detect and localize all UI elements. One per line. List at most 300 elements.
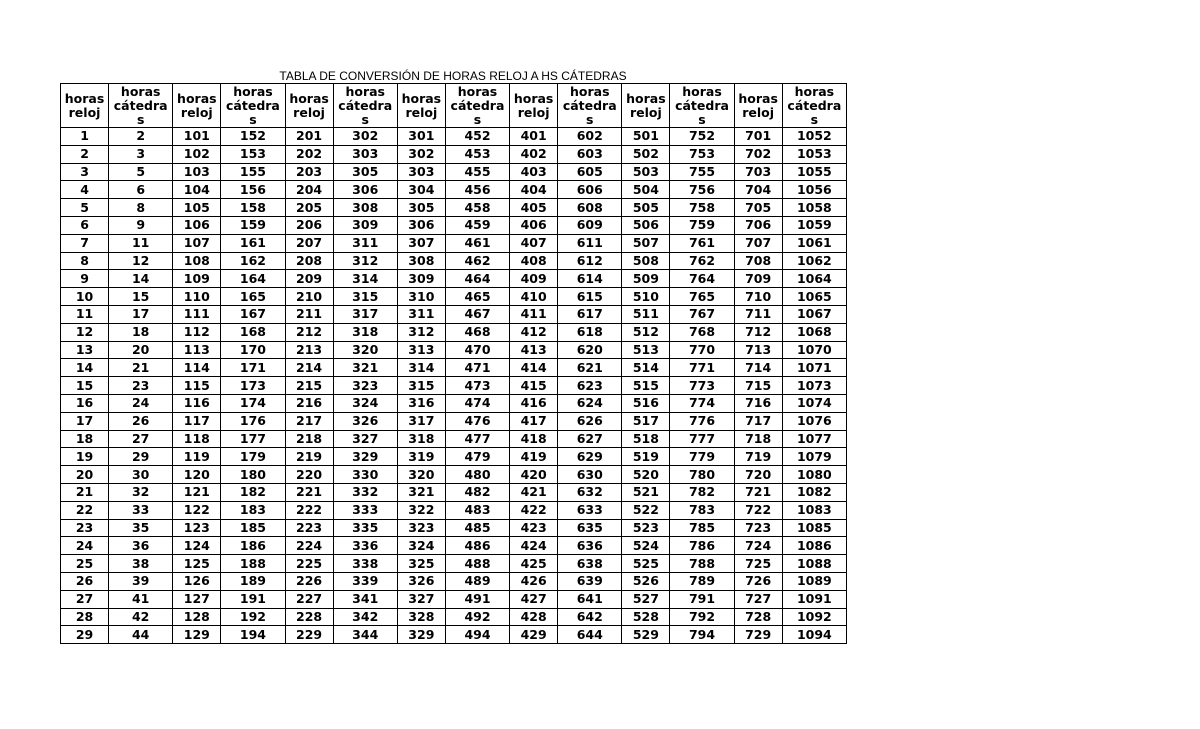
table-row — [61, 519, 847, 537]
cell-horas-catedras: 330 — [333, 466, 397, 484]
cell-horas-catedras: 5 — [109, 163, 173, 181]
table-row — [61, 572, 847, 590]
column-header-text: s — [810, 111, 819, 127]
cell-horas-reloj: 521 — [622, 483, 670, 501]
cell-horas-reloj: 5 — [61, 199, 109, 217]
cell-horas-catedras: 759 — [670, 216, 734, 234]
cell-horas-catedras: 318 — [333, 323, 397, 341]
cell-horas-reloj: 529 — [622, 626, 670, 644]
column-header-text: reloj — [180, 104, 213, 120]
column-header-text: reloj — [405, 104, 438, 120]
cell-horas-reloj: 519 — [622, 448, 670, 466]
cell-horas-reloj: 503 — [622, 163, 670, 181]
cell-horas-catedras: 758 — [670, 199, 734, 217]
cell-horas-catedras: 627 — [558, 430, 622, 448]
cell-horas-catedras: 3 — [109, 145, 173, 163]
column-header-text: horas — [345, 83, 385, 99]
cell-horas-reloj: 313 — [397, 341, 445, 359]
column-header-horas-reloj — [285, 84, 333, 128]
cell-horas-catedras: 1068 — [782, 323, 846, 341]
cell-horas-reloj: 11 — [61, 305, 109, 323]
cell-horas-reloj: 211 — [285, 305, 333, 323]
cell-horas-catedras: 159 — [221, 216, 285, 234]
cell-horas-reloj: 224 — [285, 537, 333, 555]
cell-horas-catedras: 1065 — [782, 288, 846, 306]
cell-horas-reloj: 121 — [173, 483, 221, 501]
column-header-text: s — [473, 111, 482, 127]
table-row — [61, 163, 847, 181]
cell-horas-reloj: 504 — [622, 181, 670, 199]
cell-horas-catedras: 39 — [109, 572, 173, 590]
header-row — [61, 84, 847, 128]
cell-horas-catedras: 767 — [670, 305, 734, 323]
cell-horas-reloj: 729 — [734, 626, 782, 644]
cell-horas-reloj: 719 — [734, 448, 782, 466]
table-row — [61, 234, 847, 252]
cell-horas-reloj: 428 — [510, 608, 558, 626]
cell-horas-catedras: 12 — [109, 252, 173, 270]
cell-horas-catedras: 326 — [333, 412, 397, 430]
cell-horas-catedras: 609 — [558, 216, 622, 234]
cell-horas-reloj: 724 — [734, 537, 782, 555]
table-row — [61, 323, 847, 341]
cell-horas-reloj: 317 — [397, 412, 445, 430]
column-header-text: horas — [401, 90, 442, 106]
cell-horas-reloj: 709 — [734, 270, 782, 288]
column-header-text: cátedra — [787, 97, 842, 113]
cell-horas-catedras: 332 — [333, 483, 397, 501]
table-row — [61, 501, 847, 519]
table-row — [61, 128, 847, 146]
cell-horas-catedras: 456 — [445, 181, 509, 199]
cell-horas-reloj: 515 — [622, 377, 670, 395]
cell-horas-reloj: 201 — [285, 128, 333, 146]
column-header-text: horas — [513, 90, 554, 106]
cell-horas-catedras: 1085 — [782, 519, 846, 537]
column-header-text: horas — [626, 90, 666, 106]
cell-horas-catedras: 494 — [445, 626, 509, 644]
cell-horas-catedras: 1062 — [782, 252, 846, 270]
table-row — [61, 394, 847, 412]
cell-horas-reloj: 510 — [622, 288, 670, 306]
cell-horas-catedras: 1079 — [782, 448, 846, 466]
cell-horas-reloj: 501 — [622, 128, 670, 146]
cell-horas-reloj: 14 — [61, 359, 109, 377]
cell-horas-catedras: 179 — [221, 448, 285, 466]
cell-horas-catedras: 791 — [670, 590, 734, 608]
cell-horas-catedras: 1073 — [782, 377, 846, 395]
cell-horas-reloj: 213 — [285, 341, 333, 359]
cell-horas-reloj: 17 — [61, 412, 109, 430]
cell-horas-reloj: 405 — [510, 199, 558, 217]
cell-horas-reloj: 204 — [285, 181, 333, 199]
cell-horas-reloj: 229 — [285, 626, 333, 644]
cell-horas-reloj: 412 — [510, 323, 558, 341]
cell-horas-reloj: 409 — [510, 270, 558, 288]
table-row — [61, 270, 847, 288]
cell-horas-catedras: 1053 — [782, 145, 846, 163]
cell-horas-reloj: 418 — [510, 430, 558, 448]
cell-horas-catedras: 614 — [558, 270, 622, 288]
cell-horas-reloj: 309 — [397, 270, 445, 288]
cell-horas-reloj: 325 — [397, 555, 445, 573]
cell-horas-reloj: 125 — [173, 555, 221, 573]
cell-horas-reloj: 716 — [734, 394, 782, 412]
cell-horas-catedras: 15 — [109, 288, 173, 306]
cell-horas-catedras: 341 — [333, 590, 397, 608]
cell-horas-catedras: 761 — [670, 234, 734, 252]
cell-horas-catedras: 618 — [558, 323, 622, 341]
cell-horas-catedras: 467 — [445, 305, 509, 323]
cell-horas-catedras: 315 — [333, 288, 397, 306]
cell-horas-reloj: 219 — [285, 448, 333, 466]
cell-horas-catedras: 629 — [558, 448, 622, 466]
cell-horas-reloj: 203 — [285, 163, 333, 181]
cell-horas-catedras: 1086 — [782, 537, 846, 555]
cell-horas-reloj: 222 — [285, 501, 333, 519]
cell-horas-catedras: 164 — [221, 270, 285, 288]
cell-horas-reloj: 7 — [61, 234, 109, 252]
cell-horas-catedras: 464 — [445, 270, 509, 288]
table-row — [61, 483, 847, 501]
cell-horas-catedras: 780 — [670, 466, 734, 484]
cell-horas-catedras: 189 — [221, 572, 285, 590]
cell-horas-reloj: 123 — [173, 519, 221, 537]
conversion-table — [60, 83, 847, 644]
cell-horas-catedras: 477 — [445, 430, 509, 448]
cell-horas-catedras: 177 — [221, 430, 285, 448]
cell-horas-reloj: 424 — [510, 537, 558, 555]
cell-horas-reloj: 109 — [173, 270, 221, 288]
column-header-text: cátedra — [675, 97, 729, 113]
cell-horas-catedras: 1082 — [782, 483, 846, 501]
cell-horas-catedras: 336 — [333, 537, 397, 555]
cell-horas-catedras: 615 — [558, 288, 622, 306]
cell-horas-catedras: 1055 — [782, 163, 846, 181]
cell-horas-reloj: 128 — [173, 608, 221, 626]
column-header-horas-catedras — [221, 84, 285, 128]
cell-horas-reloj: 406 — [510, 216, 558, 234]
cell-horas-catedras: 603 — [558, 145, 622, 163]
cell-horas-reloj: 404 — [510, 181, 558, 199]
cell-horas-catedras: 20 — [109, 341, 173, 359]
cell-horas-catedras: 1071 — [782, 359, 846, 377]
cell-horas-reloj: 417 — [510, 412, 558, 430]
column-header-text: horas — [682, 83, 722, 99]
cell-horas-reloj: 523 — [622, 519, 670, 537]
cell-horas-reloj: 710 — [734, 288, 782, 306]
cell-horas-catedras: 153 — [221, 145, 285, 163]
cell-horas-reloj: 727 — [734, 590, 782, 608]
cell-horas-reloj: 306 — [397, 216, 445, 234]
cell-horas-catedras: 344 — [333, 626, 397, 644]
cell-horas-reloj: 27 — [61, 590, 109, 608]
cell-horas-catedras: 776 — [670, 412, 734, 430]
cell-horas-reloj: 226 — [285, 572, 333, 590]
column-header-text: horas — [289, 90, 329, 106]
cell-horas-reloj: 320 — [397, 466, 445, 484]
cell-horas-catedras: 1094 — [782, 626, 846, 644]
cell-horas-reloj: 414 — [510, 359, 558, 377]
cell-horas-reloj: 310 — [397, 288, 445, 306]
cell-horas-reloj: 307 — [397, 234, 445, 252]
cell-horas-reloj: 708 — [734, 252, 782, 270]
cell-horas-reloj: 205 — [285, 199, 333, 217]
cell-horas-catedras: 1070 — [782, 341, 846, 359]
cell-horas-catedras: 756 — [670, 181, 734, 199]
cell-horas-reloj: 321 — [397, 483, 445, 501]
cell-horas-catedras: 338 — [333, 555, 397, 573]
cell-horas-catedras: 311 — [333, 234, 397, 252]
cell-horas-catedras: 479 — [445, 448, 509, 466]
cell-horas-catedras: 641 — [558, 590, 622, 608]
cell-horas-catedras: 792 — [670, 608, 734, 626]
cell-horas-catedras: 168 — [221, 323, 285, 341]
cell-horas-reloj: 702 — [734, 145, 782, 163]
cell-horas-reloj: 726 — [734, 572, 782, 590]
cell-horas-catedras: 455 — [445, 163, 509, 181]
table-row — [61, 377, 847, 395]
cell-horas-catedras: 156 — [221, 181, 285, 199]
cell-horas-catedras: 323 — [333, 377, 397, 395]
cell-horas-catedras: 329 — [333, 448, 397, 466]
cell-horas-catedras: 480 — [445, 466, 509, 484]
cell-horas-catedras: 1067 — [782, 305, 846, 323]
cell-horas-reloj: 312 — [397, 323, 445, 341]
cell-horas-catedras: 1083 — [782, 501, 846, 519]
cell-horas-reloj: 512 — [622, 323, 670, 341]
cell-horas-catedras: 771 — [670, 359, 734, 377]
column-header-text: cátedra — [113, 97, 168, 113]
cell-horas-reloj: 715 — [734, 377, 782, 395]
table-row — [61, 412, 847, 430]
column-header-text: reloj — [629, 104, 662, 120]
column-header-horas-catedras — [670, 84, 734, 128]
cell-horas-reloj: 407 — [510, 234, 558, 252]
cell-horas-reloj: 518 — [622, 430, 670, 448]
cell-horas-reloj: 704 — [734, 181, 782, 199]
cell-horas-catedras: 624 — [558, 394, 622, 412]
cell-horas-catedras: 342 — [333, 608, 397, 626]
cell-horas-catedras: 165 — [221, 288, 285, 306]
cell-horas-catedras: 317 — [333, 305, 397, 323]
cell-horas-catedras: 471 — [445, 359, 509, 377]
cell-horas-catedras: 1059 — [782, 216, 846, 234]
cell-horas-catedras: 1056 — [782, 181, 846, 199]
cell-horas-reloj: 522 — [622, 501, 670, 519]
column-header-horas-reloj — [622, 84, 670, 128]
table-row — [61, 555, 847, 573]
cell-horas-catedras: 167 — [221, 305, 285, 323]
cell-horas-reloj: 1 — [61, 128, 109, 146]
cell-horas-reloj: 120 — [173, 466, 221, 484]
cell-horas-catedras: 789 — [670, 572, 734, 590]
cell-horas-catedras: 762 — [670, 252, 734, 270]
cell-horas-reloj: 210 — [285, 288, 333, 306]
cell-horas-catedras: 755 — [670, 163, 734, 181]
column-header-text: s — [586, 111, 594, 127]
cell-horas-catedras: 176 — [221, 412, 285, 430]
cell-horas-catedras: 1092 — [782, 608, 846, 626]
cell-horas-catedras: 1091 — [782, 590, 846, 608]
cell-horas-reloj: 118 — [173, 430, 221, 448]
column-header-text: cátedra — [562, 97, 617, 113]
cell-horas-catedras: 155 — [221, 163, 285, 181]
cell-horas-catedras: 483 — [445, 501, 509, 519]
cell-horas-reloj: 6 — [61, 216, 109, 234]
cell-horas-reloj: 108 — [173, 252, 221, 270]
cell-horas-reloj: 507 — [622, 234, 670, 252]
cell-horas-reloj: 114 — [173, 359, 221, 377]
cell-horas-catedras: 602 — [558, 128, 622, 146]
cell-horas-reloj: 408 — [510, 252, 558, 270]
cell-horas-reloj: 707 — [734, 234, 782, 252]
cell-horas-reloj: 127 — [173, 590, 221, 608]
cell-horas-catedras: 605 — [558, 163, 622, 181]
cell-horas-reloj: 4 — [61, 181, 109, 199]
cell-horas-reloj: 16 — [61, 394, 109, 412]
cell-horas-reloj: 110 — [173, 288, 221, 306]
table-row — [61, 305, 847, 323]
column-header-horas-reloj — [173, 84, 221, 128]
cell-horas-reloj: 117 — [173, 412, 221, 430]
table-row — [61, 448, 847, 466]
table-row — [61, 252, 847, 270]
cell-horas-reloj: 8 — [61, 252, 109, 270]
cell-horas-reloj: 728 — [734, 608, 782, 626]
table-row — [61, 466, 847, 484]
cell-horas-reloj: 303 — [397, 163, 445, 181]
cell-horas-catedras: 1074 — [782, 394, 846, 412]
table-row — [61, 199, 847, 217]
cell-horas-reloj: 420 — [510, 466, 558, 484]
cell-horas-catedras: 770 — [670, 341, 734, 359]
cell-horas-reloj: 314 — [397, 359, 445, 377]
cell-horas-catedras: 17 — [109, 305, 173, 323]
cell-horas-reloj: 721 — [734, 483, 782, 501]
cell-horas-catedras: 152 — [221, 128, 285, 146]
column-header-text: reloj — [517, 104, 550, 120]
cell-horas-reloj: 28 — [61, 608, 109, 626]
table-row — [61, 430, 847, 448]
cell-horas-catedras: 482 — [445, 483, 509, 501]
cell-horas-reloj: 316 — [397, 394, 445, 412]
cell-horas-catedras: 783 — [670, 501, 734, 519]
column-header-text: reloj — [68, 104, 101, 120]
cell-horas-catedras: 753 — [670, 145, 734, 163]
cell-horas-reloj: 29 — [61, 626, 109, 644]
cell-horas-reloj: 705 — [734, 199, 782, 217]
cell-horas-reloj: 311 — [397, 305, 445, 323]
cell-horas-catedras: 458 — [445, 199, 509, 217]
cell-horas-catedras: 32 — [109, 483, 173, 501]
cell-horas-catedras: 608 — [558, 199, 622, 217]
column-header-text: horas — [569, 83, 610, 99]
column-header-text: reloj — [742, 104, 775, 120]
cell-horas-catedras: 2 — [109, 128, 173, 146]
cell-horas-reloj: 324 — [397, 537, 445, 555]
cell-horas-reloj: 706 — [734, 216, 782, 234]
cell-horas-reloj: 21 — [61, 483, 109, 501]
column-header-horas-catedras — [109, 84, 173, 128]
cell-horas-reloj: 218 — [285, 430, 333, 448]
cell-horas-reloj: 429 — [510, 626, 558, 644]
cell-horas-reloj: 209 — [285, 270, 333, 288]
cell-horas-reloj: 116 — [173, 394, 221, 412]
cell-horas-catedras: 639 — [558, 572, 622, 590]
cell-horas-reloj: 526 — [622, 572, 670, 590]
cell-horas-catedras: 452 — [445, 128, 509, 146]
cell-horas-reloj: 714 — [734, 359, 782, 377]
cell-horas-reloj: 722 — [734, 501, 782, 519]
cell-horas-catedras: 335 — [333, 519, 397, 537]
cell-horas-catedras: 1088 — [782, 555, 846, 573]
column-header-text: horas — [738, 90, 778, 106]
cell-horas-catedras: 14 — [109, 270, 173, 288]
cell-horas-catedras: 644 — [558, 626, 622, 644]
cell-horas-catedras: 327 — [333, 430, 397, 448]
cell-horas-catedras: 626 — [558, 412, 622, 430]
cell-horas-reloj: 221 — [285, 483, 333, 501]
cell-horas-reloj: 122 — [173, 501, 221, 519]
cell-horas-catedras: 306 — [333, 181, 397, 199]
cell-horas-catedras: 491 — [445, 590, 509, 608]
cell-horas-reloj: 703 — [734, 163, 782, 181]
cell-horas-reloj: 508 — [622, 252, 670, 270]
cell-horas-catedras: 186 — [221, 537, 285, 555]
cell-horas-catedras: 785 — [670, 519, 734, 537]
cell-horas-reloj: 426 — [510, 572, 558, 590]
cell-horas-catedras: 489 — [445, 572, 509, 590]
cell-horas-reloj: 326 — [397, 572, 445, 590]
cell-horas-catedras: 459 — [445, 216, 509, 234]
cell-horas-catedras: 470 — [445, 341, 509, 359]
cell-horas-reloj: 124 — [173, 537, 221, 555]
cell-horas-reloj: 18 — [61, 430, 109, 448]
table-row — [61, 145, 847, 163]
cell-horas-reloj: 217 — [285, 412, 333, 430]
cell-horas-reloj: 410 — [510, 288, 558, 306]
cell-horas-catedras: 476 — [445, 412, 509, 430]
cell-horas-reloj: 202 — [285, 145, 333, 163]
cell-horas-catedras: 23 — [109, 377, 173, 395]
table-row — [61, 216, 847, 234]
cell-horas-catedras: 623 — [558, 377, 622, 395]
cell-horas-reloj: 422 — [510, 501, 558, 519]
table-row — [61, 626, 847, 644]
cell-horas-reloj: 725 — [734, 555, 782, 573]
cell-horas-catedras: 305 — [333, 163, 397, 181]
cell-horas-catedras: 302 — [333, 128, 397, 146]
cell-horas-catedras: 1080 — [782, 466, 846, 484]
column-header-text: reloj — [293, 104, 325, 120]
cell-horas-reloj: 115 — [173, 377, 221, 395]
cell-horas-reloj: 421 — [510, 483, 558, 501]
cell-horas-reloj: 3 — [61, 163, 109, 181]
cell-horas-catedras: 320 — [333, 341, 397, 359]
column-header-horas-catedras — [558, 84, 622, 128]
cell-horas-catedras: 606 — [558, 181, 622, 199]
cell-horas-reloj: 102 — [173, 145, 221, 163]
cell-horas-catedras: 29 — [109, 448, 173, 466]
cell-horas-reloj: 403 — [510, 163, 558, 181]
cell-horas-reloj: 119 — [173, 448, 221, 466]
column-header-horas-reloj — [510, 84, 558, 128]
cell-horas-reloj: 401 — [510, 128, 558, 146]
cell-horas-catedras: 339 — [333, 572, 397, 590]
cell-horas-reloj: 25 — [61, 555, 109, 573]
column-header-text: s — [136, 111, 145, 127]
